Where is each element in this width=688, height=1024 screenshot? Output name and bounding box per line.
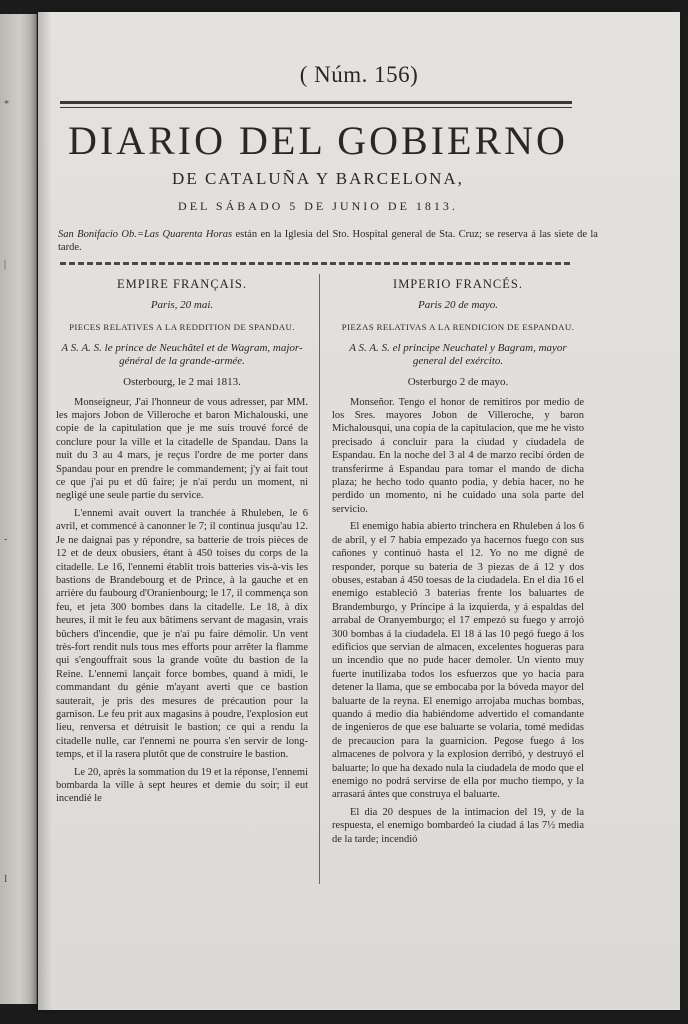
masthead-title: DIARIO DEL GOBIERNO <box>68 118 568 163</box>
masthead-subtitle: DE CATALUÑA Y BARCELONA, <box>172 169 464 188</box>
dateline: DEL SÁBADO 5 DE JUNIO DE 1813. <box>178 199 458 213</box>
margin-mark: - <box>4 534 8 545</box>
spanish-addressee: A S. A. S. el principe Neuchatel y Bagram, mayor general del exército. <box>349 342 567 368</box>
header-rule-thick <box>60 101 572 104</box>
spanish-place-date <box>332 299 584 312</box>
french-addressee: A S. A. S. le prince de Neuchâtel et de Wagram, major-général de la grande-armée. <box>61 342 303 368</box>
saint-notice <box>58 228 598 254</box>
french-section-heading: PIECES RELATIVES A LA REDDITION DE SPANDAU. <box>69 321 295 332</box>
french-place-date <box>56 299 308 312</box>
header-rule-thin <box>60 107 572 108</box>
spanish-paragraph: El dia 20 despues de la intimacion del 19, y de la respuesta, el enemigo bombardeó la ciudad á las 7½ media de la tarde; incendió <box>332 806 584 845</box>
spanish-paragraph: Monseñor. Tengo el honor de remitiros por medio de los Sres. mayores Jobon de Villeroche, y baron Michalousqui, una copia de la capitulacion, que me he visto precisado á concluir para la ciudad y ciudadela de Espandau. En la noche del 3 al 4 de marzo recibí órden de transferirme á Espandau para tomar el mando de dicha plaza; he hecho todo quanto podia, y debia hacer, no he perdido un momento, ni he cuidado una sola parte del servicio. <box>332 396 584 515</box>
column-divider <box>319 274 320 884</box>
margin-mark: I <box>4 874 8 885</box>
saint-notice-text: están en la Iglesia del Sto. Hospital general de Sta. Cruz; se reserva á las siete de la tarde. <box>58 229 598 253</box>
french-paragraph: Monseigneur, J'ai l'honneur de vous adresser, par MM. les majors Jobon de Villeroche et baron Michalouski, une copie de la capitulation que je me suis trouvé forcé de conclure pour la ville et la citadelle de Spandau. Dans la nuit du 3 au 4 mars, je reçus l'ordre de me porter dans Spandau pour en prendre le commandement; j'y ai fait tout ce que j'ai pu et dû faire; je n'ai perdu un moment, ni negligé une seule partie du service. <box>56 396 308 502</box>
newspaper-page <box>38 12 680 1010</box>
saint-notice-italic: San Bonifacio Ob.=Las Quarenta Horas <box>58 229 233 240</box>
french-column-title: EMPIRE FRANÇAIS. <box>117 277 247 291</box>
issue-number: ( Núm. 156) <box>299 62 419 87</box>
spanish-column <box>332 278 584 850</box>
spanish-section-heading: PIEZAS RELATIVAS A LA RENDICION DE ESPANDAU. <box>341 321 575 332</box>
spanish-city-date: Osterburgo 2 de mayo. <box>407 376 509 389</box>
french-paragraph: Le 20, après la sommation du 19 et la réponse, l'ennemi bombarda la ville à sept heures et demie du soir; il eut incendié le <box>56 766 308 805</box>
ornamental-rule <box>60 262 572 265</box>
adjacent-page-edge <box>0 14 37 1004</box>
spanish-paragraph: El enemigo habia abierto trinchera en Rhuleben á los 6 de abril, y el 7 habia empezado ya hacernos fuego con sus cañones y continuó hasta el 12. Yo no me digné de responder, porque su bateria de 3 piezas de á 12 y dos obuses, estaban á 450 toesas de la ciudadela. En el dia 16 el enemigo estableció 3 baterias frente los baluartes de Brandemburgo, y Príncipe á la izquierda, y á espaldas del arrabal de Oranyemburgo; el 17 empezó su fuego y arrojó 300 bombas á la ciudadela. El 18 á las 10 pegó fuego á los edificios que servian de almacen, excelentes hogueras para un incendio que no pude hacer demoler. Un viento muy fuerte inutilizaba todos los esfuerzos que yo hacia para detener la llama, que se embocaba por la bóveda mayor del baluarte de la reyna. El enemigo arrojaba muchas bombas, quando á medio dia habiéndome advertido el comandante de ingenieros de que ese baluarte se volaria, tomé medidas de precaucion para la guarnicion. Pegose fuego á los almacenes de polvora y la explosion derribó, y destruyó el baluarte; lo que ha dexado nula la ciudadela de modo que el enemigo no podrá servirse de ella por mucho tiempo, y la arrasará ántes que construya el baluarte. <box>332 521 584 801</box>
spanish-place-text: Paris 20 de mayo. <box>417 299 499 312</box>
spanish-column-title: IMPERIO FRANCÉS. <box>393 277 523 291</box>
french-place-text: Paris, 20 mai. <box>150 299 214 312</box>
margin-mark: * <box>4 99 9 110</box>
margin-mark: | <box>4 259 7 270</box>
french-column <box>56 278 308 810</box>
french-city-date: Osterbourg, le 2 mai 1813. <box>123 376 241 389</box>
french-paragraph: L'ennemi avait ouvert la tranchée à Rhuleben, le 6 avril, et commencé à canonner le 7; il continua jusqu'au 12. Je ne daignai pas y répondre, sa batterie de trois pièces de 12 et de deux obusiers, étant à 450 toises du corps de la citadelle. Le 16, l'ennemi établit trois batteries vis-à-vis les bastions de Brandebourg et de Prince, à la gauche et en arrière du faubourg d'Oranienbourg; le 17, il commença son feu, et jeta 300 bombes dans la citadelle. Le 18, à dix heures, il mit le feu aux bâtimens servant de magasin, vrais bûchers d'incendie, que je n'ai pu faire démolir. Un vent très-fort rendit nuls tous mes efforts pour arrêter la flamme qui s'engouffrait sous la grande voûte du bastion de la Reine. L'ennemi lançait force bombes, quand à midi, le commandant du génie m'ayant averti que ce bastion sauterait, je pris des mesures de précaution pour la garnison. Le feu prit aux magasins à poudre, l'explosion eut lieu, renversa et détruisit le bastion; ce qui a rendu la citadelle nulle, car l'ennemi ne pourra s'en servir de long-temps, et il la rasera plutôt que de construire le bastion. <box>56 507 308 761</box>
